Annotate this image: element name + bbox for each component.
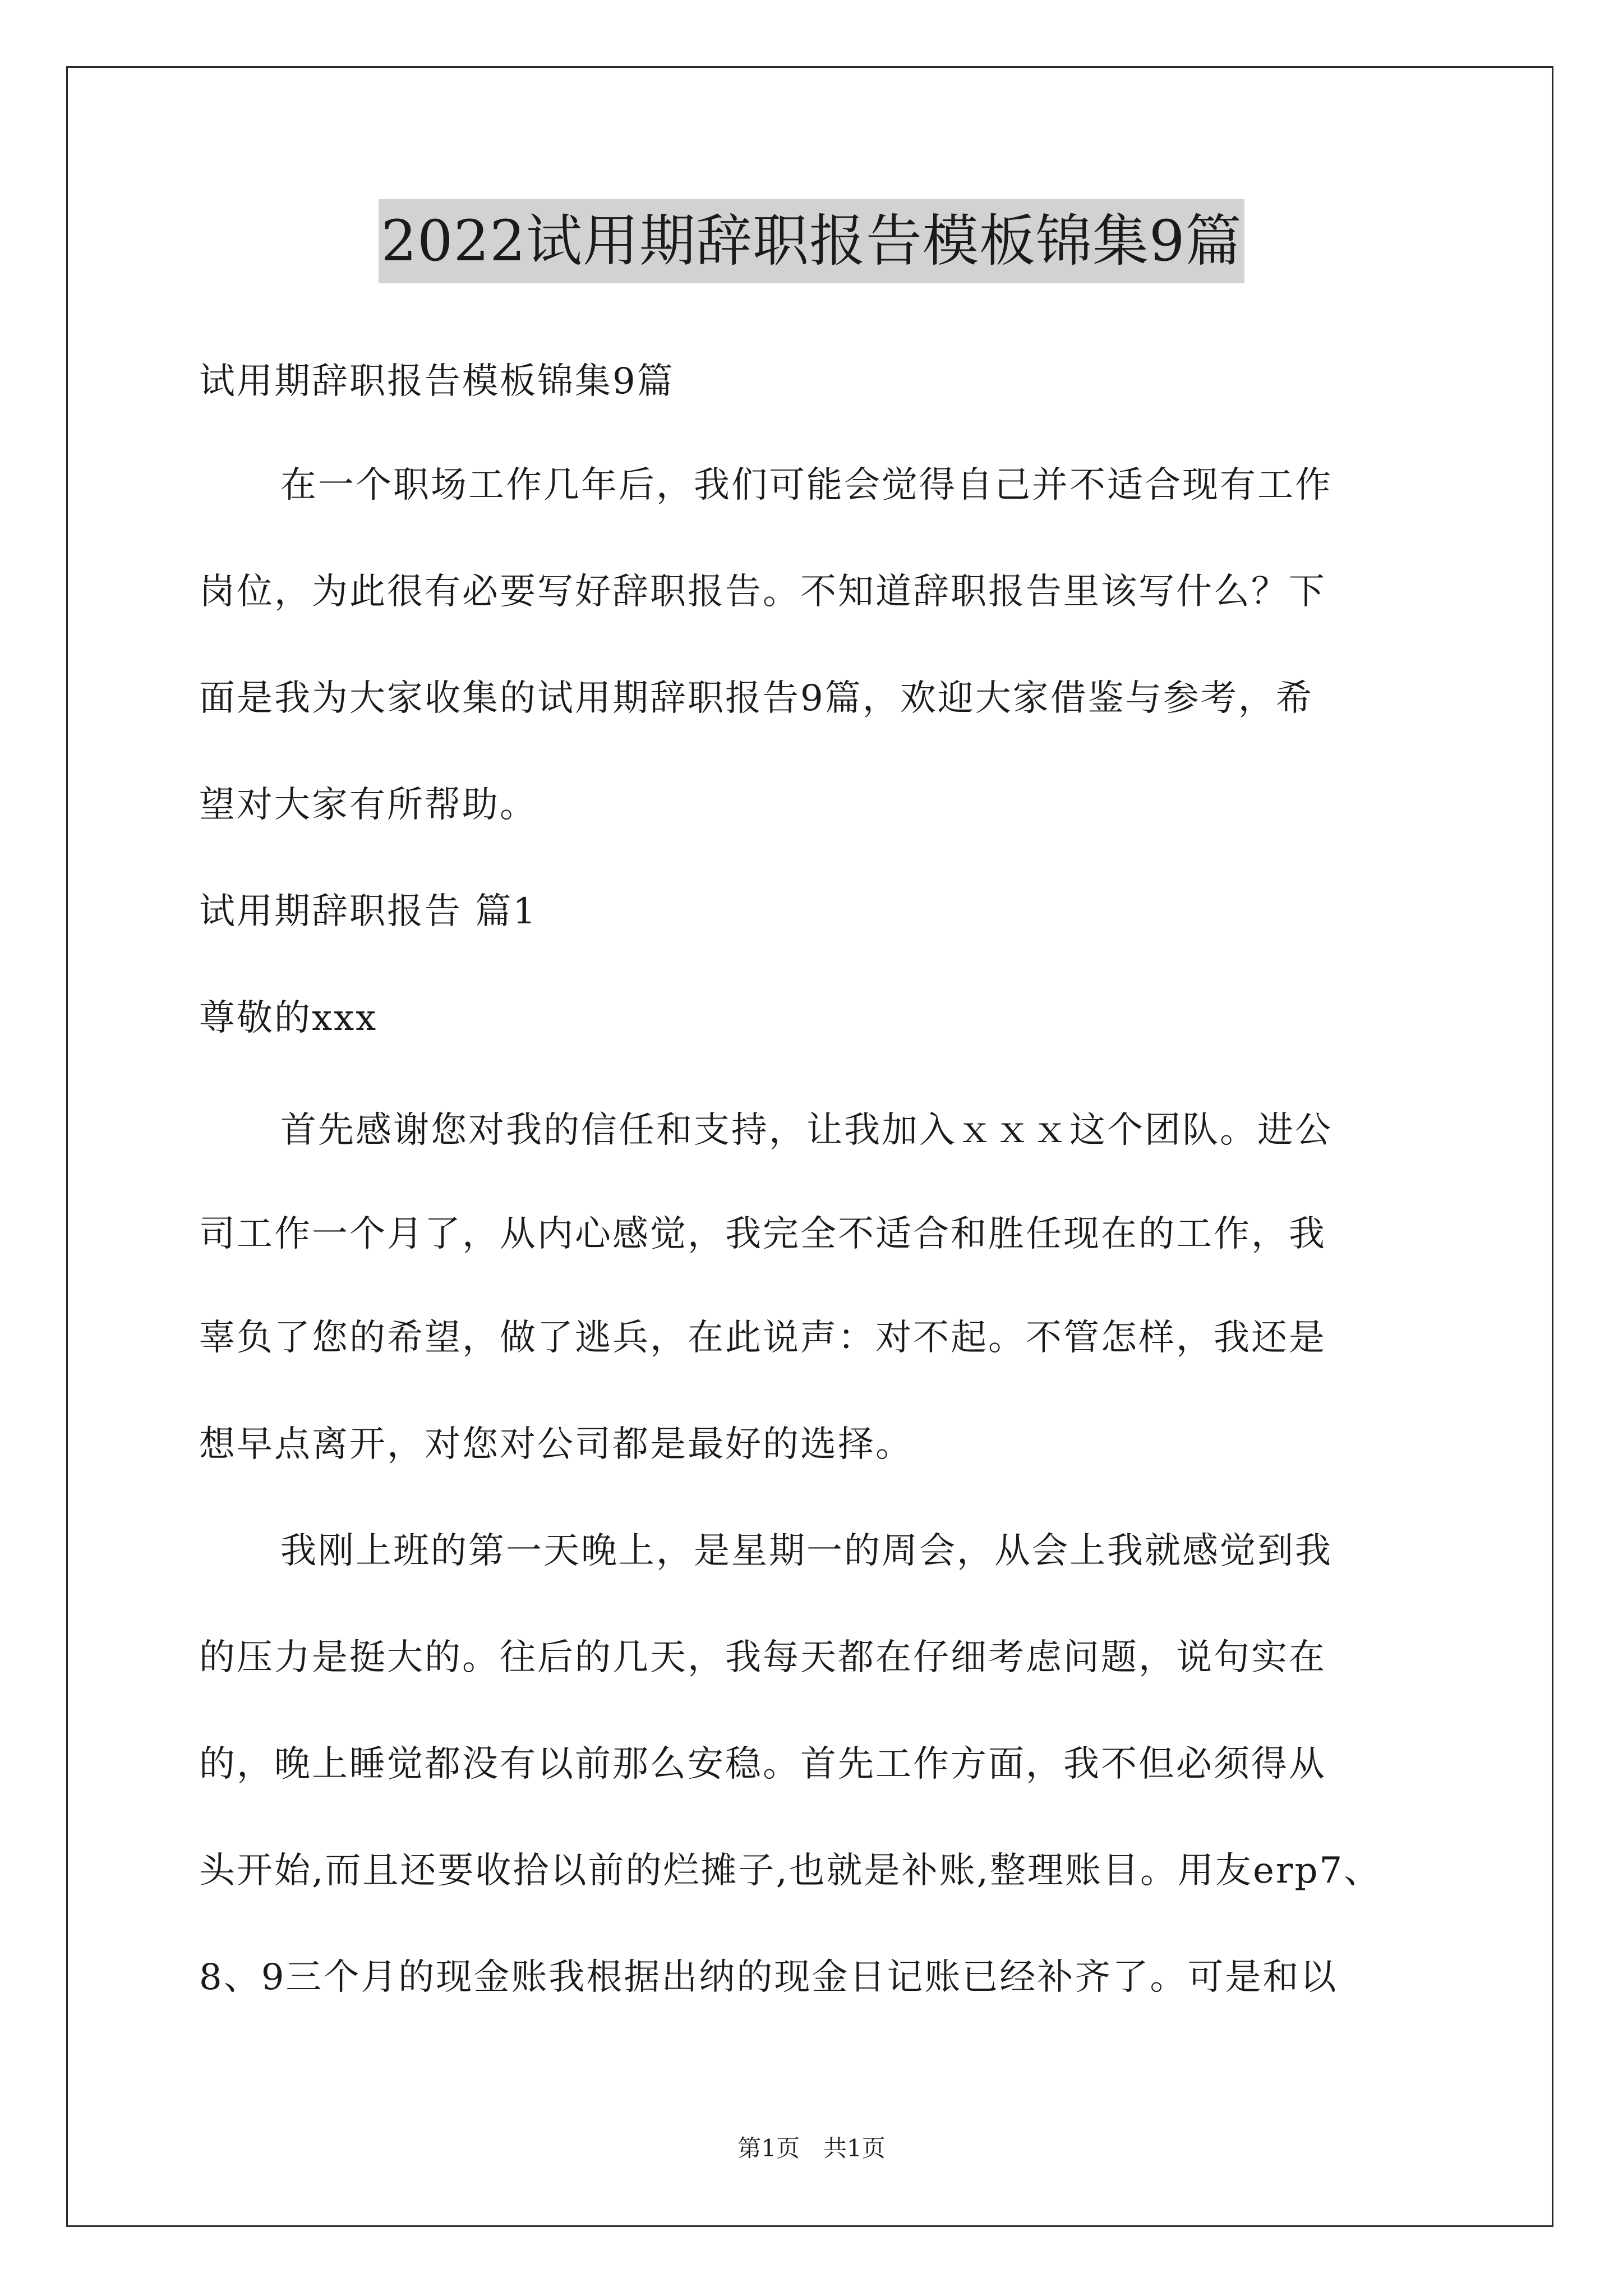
- salutation-line: 尊敬的xxx: [199, 997, 378, 1039]
- paragraph-line: 想早点离开，对您对公司都是最好的选择。: [199, 1424, 913, 1465]
- paragraph-line: 面是我为大家收集的试用期辞职报告9篇，欢迎大家借鉴与参考，希: [199, 678, 1313, 719]
- paragraph-line: 岗位，为此很有必要写好辞职报告。不知道辞职报告里该写什么？下: [199, 571, 1326, 613]
- paragraph-line: 辜负了您的希望，做了逃兵，在此说声：对不起。不管怎样，我还是: [199, 1317, 1326, 1359]
- title-container: [0, 199, 1623, 283]
- paragraph-line: 我刚上班的第一天晚上，是星期一的周会，从会上我就感觉到我: [280, 1530, 1332, 1572]
- paragraph-line: 头开始,而且还要收拾以前的烂摊子,也就是补账,整理账目。用友erp7、: [199, 1850, 1382, 1892]
- paragraph-line: 望对大家有所帮助。: [199, 784, 537, 826]
- paragraph-line: 8、9三个月的现金账我根据出纳的现金日记账已经补齐了。可是和以: [199, 1957, 1338, 1998]
- paragraph-line: 的压力是挺大的。往后的几天，我每天都在仔细考虑问题，说句实在: [199, 1637, 1326, 1678]
- document-title: 2022试用期辞职报告模板锦集9篇: [379, 199, 1244, 283]
- subtitle-line: 试用期辞职报告模板锦集9篇: [199, 361, 675, 402]
- page-footer: 第1页 共1页: [737, 2134, 886, 2162]
- section-heading: 试用期辞职报告 篇1: [199, 891, 538, 932]
- paragraph-line: 的，晚上睡觉都没有以前那么安稳。首先工作方面，我不但必须得从: [199, 1743, 1326, 1785]
- paragraph-line: 首先感谢您对我的信任和支持，让我加入ｘｘｘ这个团队。进公: [280, 1110, 1332, 1151]
- paragraph-line: 司工作一个月了，从内心感觉，我完全不适合和胜任现在的工作，我: [199, 1213, 1326, 1255]
- paragraph-line: 在一个职场工作几年后，我们可能会觉得自己并不适合现有工作: [280, 464, 1332, 506]
